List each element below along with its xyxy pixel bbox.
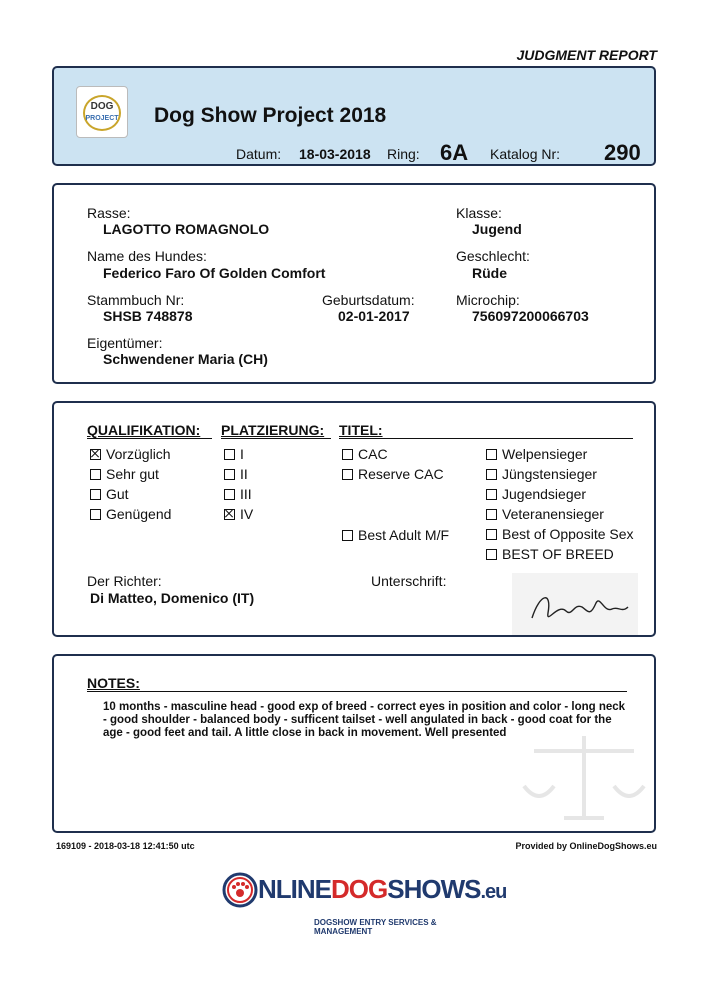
richter-label: Der Richter: bbox=[87, 573, 162, 589]
geburt-value: 02-01-2017 bbox=[338, 308, 410, 324]
dog-info-box bbox=[52, 183, 656, 384]
option-label: II bbox=[240, 466, 248, 482]
brand-tagline: DOGSHOW ENTRY SERVICES & MANAGEMENT bbox=[314, 918, 437, 936]
qual-option[interactable] bbox=[90, 446, 171, 462]
stammbuch-value: SHSB 748878 bbox=[103, 308, 193, 324]
option-label: Best Adult M/F bbox=[358, 527, 450, 543]
rasse-label: Rasse: bbox=[87, 205, 131, 221]
titel-b-option[interactable] bbox=[486, 526, 634, 542]
datum-label: Datum: bbox=[236, 146, 282, 162]
checkbox-icon[interactable] bbox=[486, 509, 497, 520]
katalog-label: Katalog Nr: bbox=[490, 146, 561, 162]
checkbox-icon[interactable] bbox=[486, 469, 497, 480]
titel-b-option[interactable] bbox=[486, 546, 614, 562]
qual-option[interactable] bbox=[90, 506, 171, 522]
eigentuemer-label: Eigentümer: bbox=[87, 335, 163, 351]
option-label: CAC bbox=[358, 446, 388, 462]
option-label: Genügend bbox=[106, 506, 172, 522]
footer-timestamp: 169109 - 2018-03-18 12:41:50 utc bbox=[56, 841, 195, 851]
option-label: III bbox=[240, 486, 252, 502]
footer-provider: Provided by OnlineDogShows.eu bbox=[515, 841, 657, 851]
brand-part-eu: .eu bbox=[480, 881, 507, 903]
checkbox-icon[interactable] bbox=[486, 489, 497, 500]
name-value: Federico Faro Of Golden Comfort bbox=[103, 265, 326, 281]
logo-emblem bbox=[83, 95, 121, 131]
qual-option[interactable] bbox=[90, 486, 129, 502]
titel-b-option[interactable] bbox=[486, 506, 604, 522]
scales-watermark-icon bbox=[514, 726, 654, 826]
geburt-label: Geburtsdatum: bbox=[322, 292, 415, 308]
option-label: Sehr gut bbox=[106, 466, 159, 482]
option-label: BEST OF BREED bbox=[502, 546, 614, 562]
brand-part-shows: SHOWS bbox=[387, 874, 481, 904]
logo-top-text: DOG bbox=[90, 101, 114, 112]
katalog-value: 290 bbox=[604, 140, 641, 165]
notes-text: 10 months - masculine head - good exp of breed - correct eyes in position and color - long neck - good shoulder - balanced body - sufficent tailset - well angulated in back - good coat for the age - good feet and tail. A little close in back in movement. Well presented bbox=[103, 701, 626, 739]
rasse-value: LAGOTTO ROMAGNOLO bbox=[103, 221, 270, 237]
checkbox-icon[interactable] bbox=[90, 509, 101, 520]
brand-wordmark bbox=[258, 874, 506, 905]
titel-a-option[interactable] bbox=[342, 446, 388, 462]
option-label: Vorzüglich bbox=[106, 446, 171, 462]
geschlecht-value: Rüde bbox=[472, 265, 507, 281]
richter-value: Di Matteo, Domenico (IT) bbox=[90, 590, 255, 606]
platz-option[interactable] bbox=[224, 506, 253, 522]
checkbox-icon[interactable] bbox=[486, 529, 497, 540]
checkbox-icon[interactable] bbox=[224, 469, 235, 480]
platz-option[interactable] bbox=[224, 466, 248, 482]
qualifikation-heading: QUALIFIKATION: bbox=[87, 422, 201, 438]
checkbox-icon[interactable] bbox=[486, 549, 497, 560]
option-label: Veteranensieger bbox=[502, 506, 604, 522]
onlinedogshows-logo bbox=[222, 872, 507, 936]
signature-image bbox=[512, 573, 638, 635]
platz-option[interactable] bbox=[224, 446, 244, 462]
titel-b-option[interactable] bbox=[486, 466, 597, 482]
checkbox-icon[interactable] bbox=[342, 530, 353, 541]
checkbox-icon[interactable] bbox=[90, 469, 101, 480]
brand-part-online: NLINE bbox=[258, 874, 331, 904]
report-title: JUDGMENT REPORT bbox=[516, 47, 657, 63]
stammbuch-label: Stammbuch Nr: bbox=[87, 292, 185, 308]
judging-box bbox=[52, 401, 656, 637]
paw-icon bbox=[222, 872, 258, 908]
checkbox-icon[interactable] bbox=[486, 449, 497, 460]
notes-box bbox=[52, 654, 656, 833]
checkbox-icon[interactable] bbox=[224, 449, 235, 460]
ring-value: 6A bbox=[440, 140, 469, 165]
option-label: Best of Opposite Sex bbox=[502, 526, 634, 542]
option-label: I bbox=[240, 446, 244, 462]
checked-box-icon[interactable] bbox=[224, 509, 235, 520]
titel-a-option[interactable] bbox=[342, 527, 449, 543]
option-label: Jüngstensieger bbox=[502, 466, 597, 482]
checkbox-icon[interactable] bbox=[342, 449, 353, 460]
datum-value: 18-03-2018 bbox=[299, 146, 371, 162]
ring-label: Ring: bbox=[387, 146, 420, 162]
checkbox-icon[interactable] bbox=[342, 469, 353, 480]
header-box bbox=[52, 66, 656, 166]
notes-heading: NOTES: bbox=[87, 675, 140, 691]
checkbox-icon[interactable] bbox=[224, 489, 235, 500]
qual-option[interactable] bbox=[90, 466, 159, 482]
platzierung-heading: PLATZIERUNG: bbox=[221, 422, 325, 438]
platz-option[interactable] bbox=[224, 486, 252, 502]
microchip-label: Microchip: bbox=[456, 292, 520, 308]
option-label: Jugendsieger bbox=[502, 486, 587, 502]
eigentuemer-value: Schwendener Maria (CH) bbox=[103, 351, 268, 367]
name-label: Name des Hundes: bbox=[87, 248, 207, 264]
checked-box-icon[interactable] bbox=[90, 449, 101, 460]
titel-b-option[interactable] bbox=[486, 446, 587, 462]
microchip-value: 756097200066703 bbox=[472, 308, 589, 324]
unterschrift-label: Unterschrift: bbox=[371, 573, 447, 589]
logo-bottom-text: PROJECT bbox=[85, 115, 119, 122]
option-label: Gut bbox=[106, 486, 129, 502]
klasse-label: Klasse: bbox=[456, 205, 502, 221]
titel-b-option[interactable] bbox=[486, 486, 586, 502]
geschlecht-label: Geschlecht: bbox=[456, 248, 530, 264]
klasse-value: Jugend bbox=[472, 221, 522, 237]
brand-part-dog: DOG bbox=[331, 874, 388, 904]
option-label: Welpensieger bbox=[502, 446, 588, 462]
titel-a-option[interactable] bbox=[342, 466, 444, 482]
show-logo bbox=[76, 86, 128, 138]
titel-heading: TITEL: bbox=[339, 422, 383, 438]
show-name: Dog Show Project 2018 bbox=[154, 104, 387, 127]
option-label: IV bbox=[240, 506, 254, 522]
checkbox-icon[interactable] bbox=[90, 489, 101, 500]
option-label: Reserve CAC bbox=[358, 466, 444, 482]
